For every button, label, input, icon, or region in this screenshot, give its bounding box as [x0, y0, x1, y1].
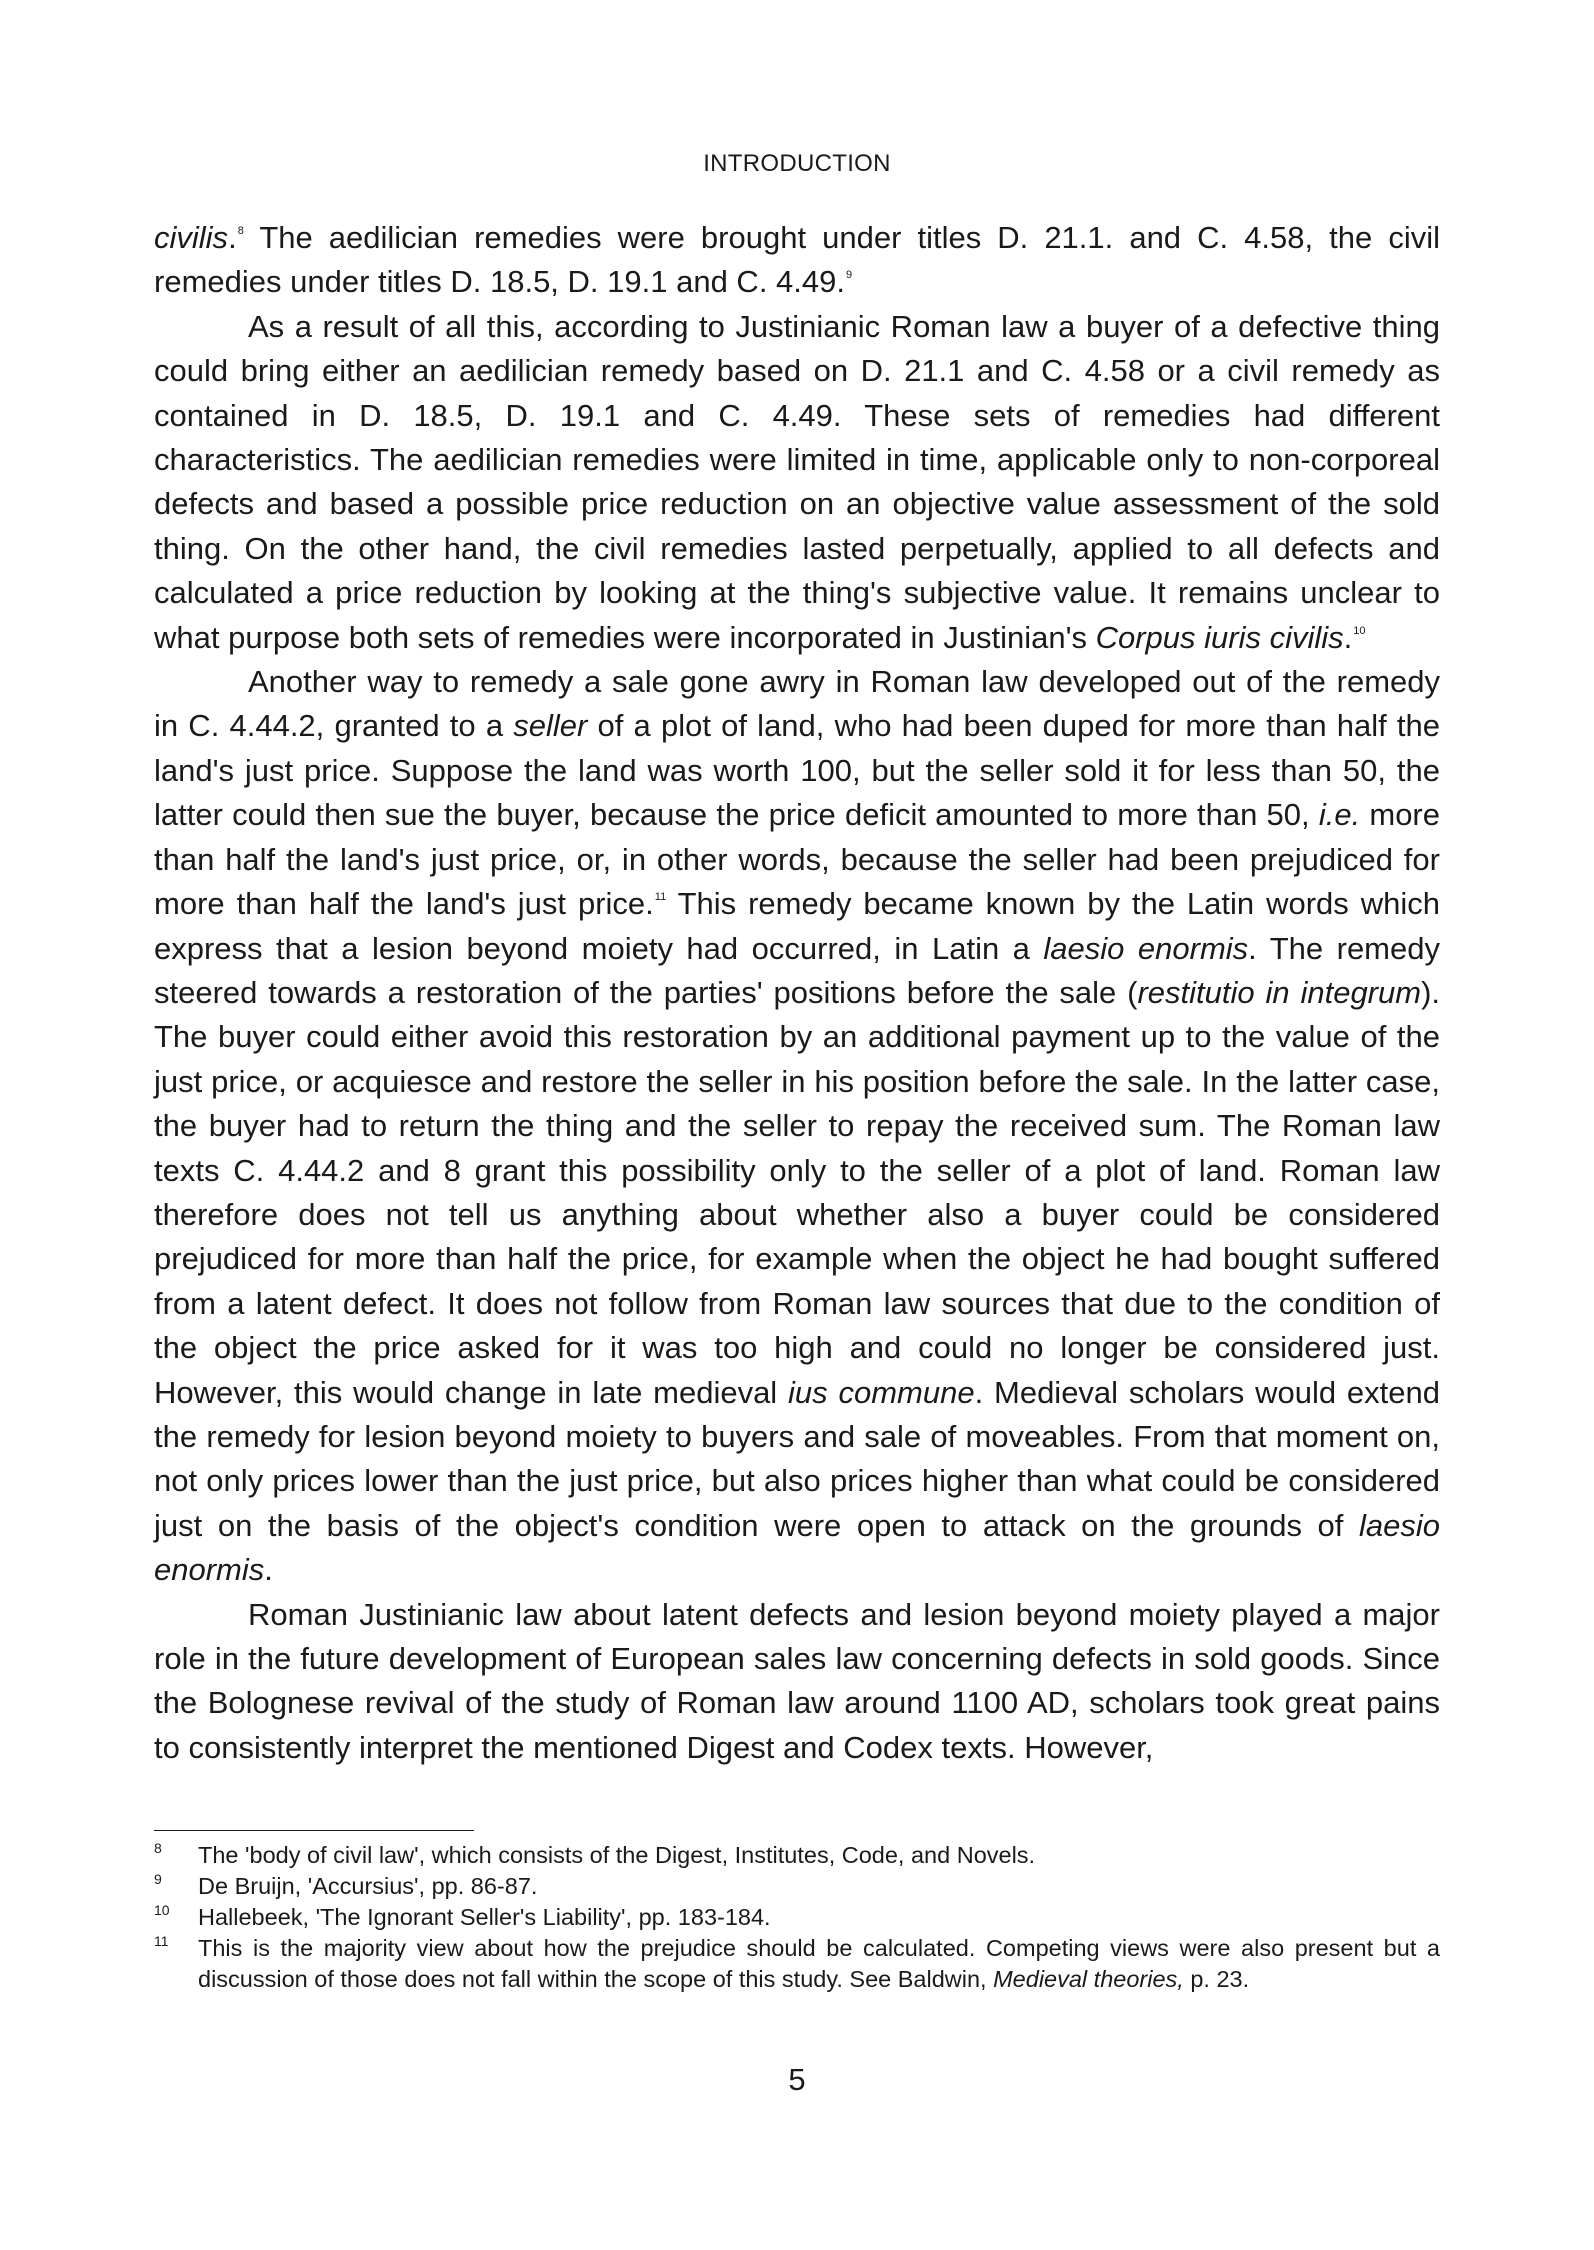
- footnote-number: 10: [154, 1902, 170, 1918]
- footnote-8: 8 The 'body of civil law', which consists of the Digest, Institutes, Code, and Novels.: [154, 1840, 1440, 1871]
- footnote-ref-10: 10: [1353, 624, 1366, 637]
- page-number: 5: [788, 2062, 806, 2097]
- footnotes: [154, 1840, 1440, 1995]
- paragraph-2: As a result of all this, according to Justinianic Roman law a buyer of a defective thing could bring either an aedilician remedy based on D. 21.1 and C. 4.58 or a civil remedy as contained in D. 18.5, D. 19.1 and C. 4.49. These sets of remedies had different characteristics. The aedilician remedies were limited in time, applicable only to non-corporeal defects and based a possible price reduction on an objective value assessment of the sold thing. On the other hand, the civil remedies lasted perpetually, applied to all defects and calculated a price reduction by looking at the thing's subjective value. It remains unclear to what purpose both sets of remedies were incorporated in Justinian's Corpus iuris civilis.$^{10}$: [154, 308, 1440, 655]
- footnote-separator: [154, 1830, 474, 1831]
- footnote-9: 9 De Bruijn, 'Accursius', pp. 86-87.: [154, 1871, 1440, 1902]
- footnote-ref-8: 8: [237, 225, 244, 237]
- paragraph-3: Another way to remedy a sale gone awry in Roman law developed out of the remedy in C. 4.44.2, granted to a seller of a plot of land, who had been duped for more than half the land's just price. Suppose the land was worth 100, but the seller sold it for less than 50, the latter could then sue the buyer, because the price deficit amounted to more than 50, i.e. more than half the land's just price, or, in other words, because the seller had been prejudiced for more than half the land's just price.$^{11}$ This remedy became known by the Latin words which express that a lesion beyond moiety had occurred, in Latin a laesio enormis. The remedy steered towards a restoration of the parties' positions before the sale (restitutio in integrum). The buyer could either avoid this restoration by an additional payment up to the value of the just price, or acquiesce and restore the seller in his position before the sale. In the latter case, the buyer had to return the thing and the seller to repay the received sum. The Roman law texts C. 4.44.2 and 8 grant this possibility only to the seller of a plot of land. Roman law therefore does not tell us anything about whether also a buyer could be considered prejudiced for more than half the price, for example when the object he had bought suffered from a latent defect. It does not follow from Roman law sources that due to the condition of the object the price asked for it was too high and could no longer be considered just. However, this would change in late medieval ius commune. Medieval scholars would extend the remedy for lesion beyond moiety to buyers and sale of moveables. From that moment on, not only prices lower than the just price, but also prices higher than what could be considered just on the basis of the object's condition were open to attack on the grounds of laesio enormis.: [154, 664, 1441, 1588]
- footnote-number: 8: [154, 1840, 162, 1856]
- footnote-ref-9: 9: [846, 269, 853, 282]
- footnote-10: 10 Hallebeek, 'The Ignorant Seller's Liability', pp. 183-184.: [154, 1902, 1440, 1933]
- footnote-number: 9: [154, 1871, 162, 1887]
- footnote-number: 11: [154, 1933, 169, 1949]
- running-header: INTRODUCTION: [703, 150, 891, 177]
- footnote-11: 11 This is the majority view about how the prejudice should be calculated. Competing views were also present but a discussion of those does not fall within the scope of this study. See Baldwin, Medieval theories, p. 23.: [154, 1933, 1440, 1995]
- footnote-ref-11: 11: [654, 891, 667, 904]
- paragraph-4: Roman Justinianic law about latent defects and lesion beyond moiety played a major role in the future development of European sales law concerning defects in sold goods. Since the Bolognese revival of the study of Roman law around 1100 AD, scholars took great pains to consistently interpret the mentioned Digest and Codex texts. However,: [154, 1596, 1440, 1765]
- paragraph-1: civilis.$^8$ The aedilician remedies were brought under titles D. 21.1. and C. 4.58, the civil remedies under titles D. 18.5, D. 19.1 and C. 4.49.$^9$: [154, 220, 1440, 300]
- body-text: [154, 216, 1440, 1770]
